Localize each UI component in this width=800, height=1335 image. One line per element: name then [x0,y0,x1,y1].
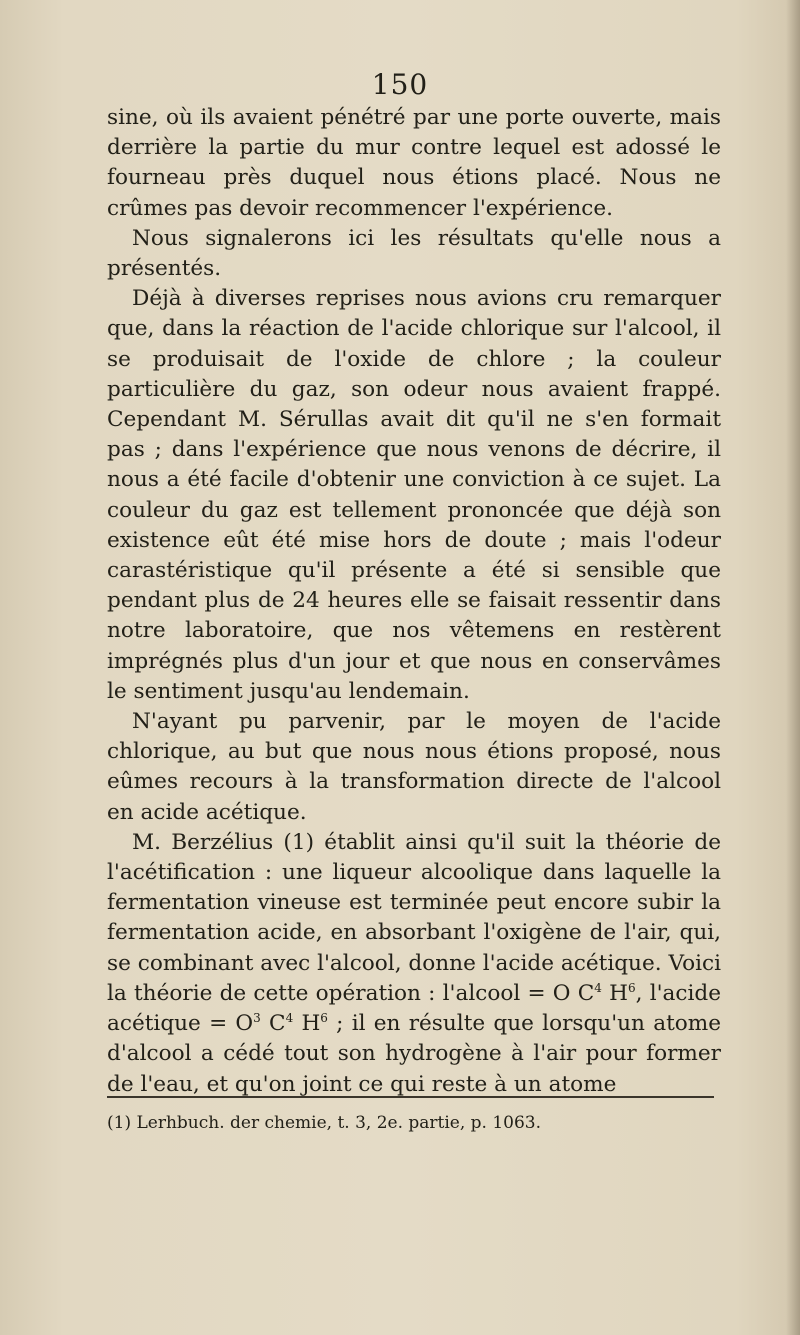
text-run: C [260,1011,286,1037]
body-text [107,103,721,1100]
text-run: ; il en résulte que lorsqu'un atome d'alcool a cédé tout son hydrogène à l'air pour former de l'eau, et qu'on joint ce qui reste à un atome [107,1011,722,1097]
text-run: H [601,980,628,1006]
superscript: 4 [285,1010,294,1025]
text-run: Déjà à diverses reprises nous avions cru remarquer que, dans la réaction de l'acide chlorique sur l'alcool, il se produisait de l'oxide de chlore ; la couleur particulière du gaz, son odeur nous avaient frappé. Cependant M. Sérullas avait dit qu'il ne s'en formait pas ; dans l'expérience que nous venons de décrire, il nous a été facile d'obtenir une conviction à ce sujet. La couleur du gaz est tellement prononcée que déjà son existence eût été mise hors de doute ; mais l'odeur carastéristique qu'il présente a été si sensible que pendant plus de 24 heures elle se faisait ressentir dans notre laboratoire, que nos vêtemens en restèrent imprégnés plus d'un jour et que nous en conservâmes le sentiment jusqu'au lendemain. [107,286,721,704]
text-run: Nous signalerons ici les résultats qu'elle nous a présentés. [107,225,721,282]
paragraph [107,224,721,284]
paragraph [107,828,721,1100]
footnote: (1) Lerhbuch. der chemie, t. 3, 2e. partie, p. 1063. [107,1113,542,1133]
text-run: N'ayant pu parvenir, par le moyen de l'acide chlorique, au but que nous nous étions proposé, nous eûmes recours à la transformation directe de l'alcool en acide acétique. [107,709,721,825]
text-run: H [293,1011,321,1037]
page-number: 150 [371,68,429,101]
superscript: 4 [594,980,602,995]
superscript: 6 [627,980,636,995]
superscript: 6 [320,1010,328,1025]
text-run: sine, où ils avaient pénétré par une porte ouverte, mais derrière la partie du mur contre lequel est adossé le fourneau près duquel nous étions placé. Nous ne crûmes pas devoir recommencer l'expérience. [107,105,721,221]
paragraph [107,284,721,707]
paragraph [107,707,721,828]
page-edge-shadow [786,0,800,1335]
paragraph [107,103,721,224]
text-run: , l'acide acétique = O [107,980,722,1037]
footnote-rule [107,1096,714,1098]
superscript: 3 [253,1010,261,1025]
text-run: M. Berzélius (1) établit ainsi qu'il suit la théorie de l'acétification : une liqueur alcoolique dans laquelle la fermentation vineuse est terminée peut encore subir la fermentation acide, en absorbant l'oxigène de l'air, qui, se combinant avec l'alcool, donne l'acide acétique. Voici la théorie de cette opération : l'alcool = O C [107,829,721,1006]
